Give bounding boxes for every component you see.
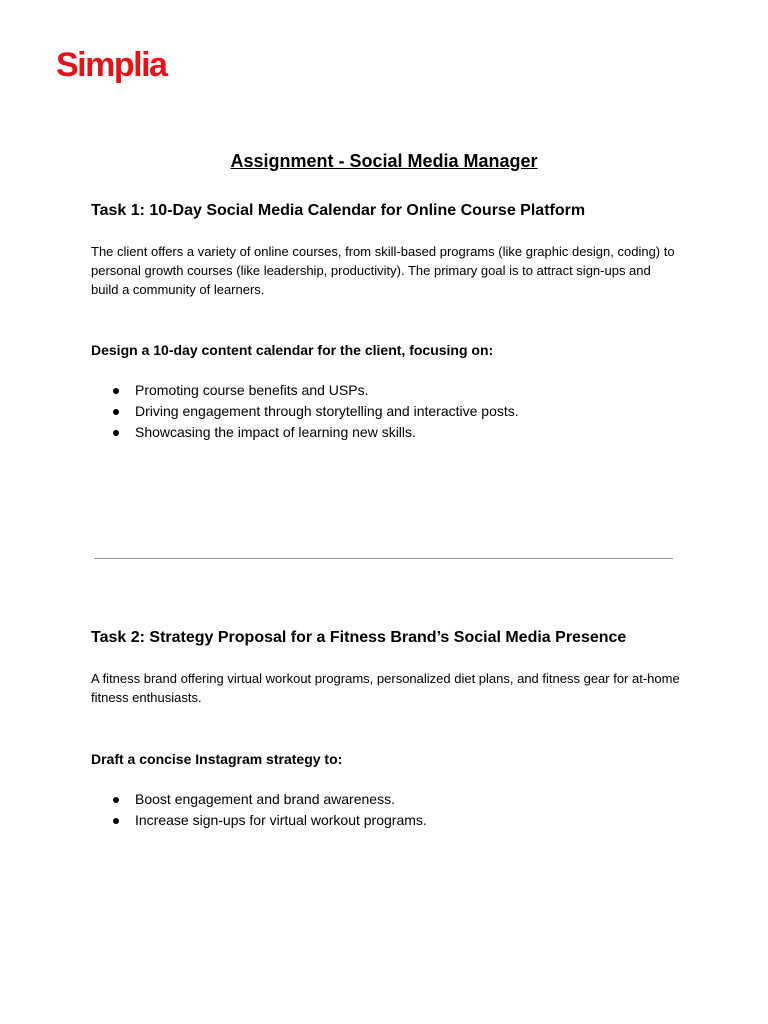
list-item-text: Showcasing the impact of learning new skills.: [135, 424, 416, 440]
bullet-icon: [113, 430, 119, 436]
list-item: [91, 422, 519, 443]
task2-subheading: Draft a concise Instagram strategy to:: [91, 751, 343, 767]
task2-bullet-list: [91, 789, 427, 831]
list-item: [91, 810, 427, 831]
bullet-icon: [113, 409, 119, 415]
task1-description: The client offers a variety of online courses, from skill-based programs (like graphic design, coding) to personal growth courses (like leadership, productivity). The primary goal is to attract sign-ups and build a community of learners.: [91, 244, 675, 297]
list-item: [91, 401, 519, 422]
list-item-text: Increase sign-ups for virtual workout programs.: [135, 812, 427, 828]
task2-description: A fitness brand offering virtual workout programs, personalized diet plans, and fitness gear for at-home fitness enthusiasts.: [91, 671, 680, 705]
task1-bullet-list: [91, 380, 519, 443]
bullet-icon: [113, 388, 119, 394]
bullet-icon: [113, 797, 119, 803]
list-item-text: Promoting course benefits and USPs.: [135, 382, 369, 398]
section-divider: [94, 558, 673, 559]
list-item-text: Boost engagement and brand awareness.: [135, 791, 395, 807]
task2-heading: Task 2: Strategy Proposal for a Fitness Brand’s Social Media Presence: [91, 629, 627, 646]
task1-subheading: Design a 10-day content calendar for the client, focusing on:: [91, 342, 494, 358]
task1-heading: Task 1: 10-Day Social Media Calendar for Online Course Platform: [91, 202, 586, 219]
page-title: Assignment - Social Media Manager: [230, 151, 538, 171]
bullet-icon: [113, 818, 119, 824]
list-item-text: Driving engagement through storytelling and interactive posts.: [135, 403, 519, 419]
list-item: [91, 380, 519, 401]
simplia-logo: Simplia: [56, 46, 167, 84]
list-item: [91, 789, 427, 810]
